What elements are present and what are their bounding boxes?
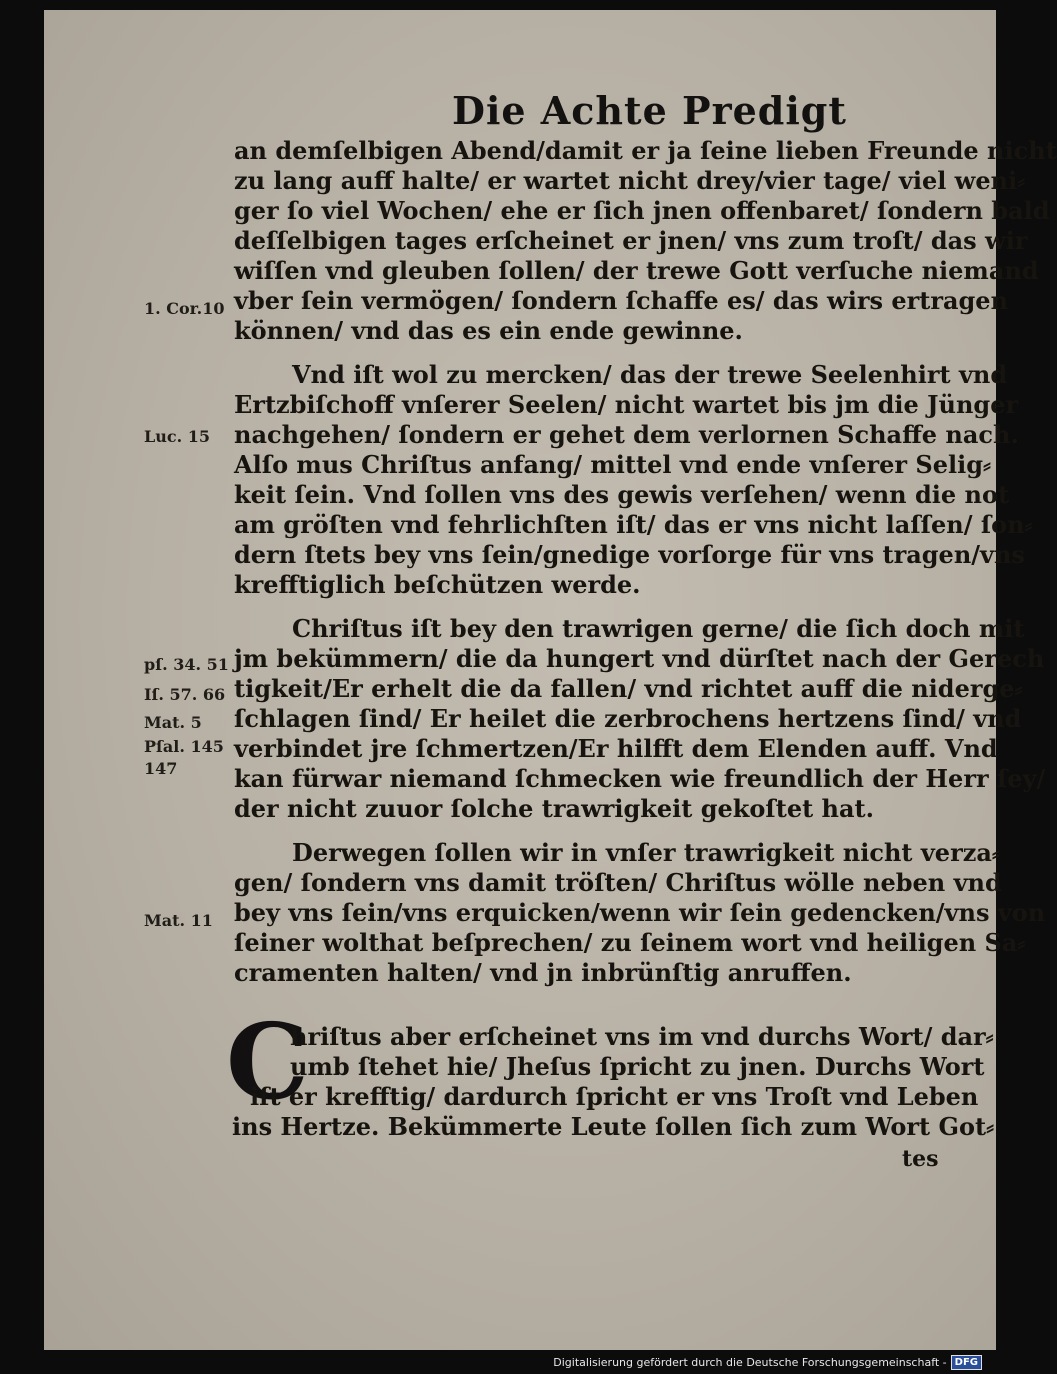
margin-note-mat5: Mat. 5 — [144, 713, 202, 732]
text-line: tigkeit/Er erhelt die da fallen/ vnd richtet auff die niderge⸗ — [234, 674, 1023, 703]
text-line: ins Hertze. Bekümmerte Leute ſollen ſich zum Wort Got⸗ — [232, 1112, 995, 1141]
text-line: jm bekümmern/ die da hungert vnd dürſtet nach der Gerech — [234, 644, 1045, 673]
margin-note-147: 147 — [144, 759, 178, 778]
text-line: krefftiglich beſchützen werde. — [234, 570, 641, 599]
paragraph-5 — [232, 1022, 995, 1142]
bleed-through-text — [404, 98, 415, 139]
text-line: bey vns ſein/vns erquicken/wenn wir ſein gedencken/vns von — [234, 898, 1046, 927]
text-line: Alſo mus Chriſtus anfang/ mittel vnd ende vnſerer Selig⸗ — [234, 450, 991, 479]
margin-note-is: Iſ. 57. 66 — [144, 685, 226, 704]
text-line: können/ vnd das es ein ende gewinne. — [234, 316, 743, 345]
text-line: verbindet jre ſchmertzen/Er hilfft dem Elenden auff. Vnd — [234, 734, 998, 763]
page-header: Die Achte Predigt — [452, 88, 847, 133]
text-line: Ertzbiſchoff vnſerer Seelen/ nicht wartet bis jm die Jünger — [234, 390, 1019, 419]
text-line: keit ſein. Vnd ſollen vns des gewis verſehen/ wenn die not — [234, 480, 1010, 509]
text-line: am gröſten vnd fehrlichſten iſt/ das er vns nicht laſſen/ ſon⸗ — [234, 510, 1033, 539]
text-line: Chriſtus iſt bey den trawrigen gerne/ die ſich doch mit — [292, 614, 1025, 643]
margin-note-luc: Luc. 15 — [144, 427, 211, 446]
text-line: nachgehen/ ſondern er gehet dem verlornen Schaffe nach. — [234, 420, 1019, 449]
paragraph-4 — [234, 838, 1046, 988]
main-text — [234, 136, 1057, 988]
text-line: ſchlagen ſind/ Er heilet die zerbrochens hertzens ſind/ vnd — [234, 704, 1022, 733]
text-line: zu lang auff halte/ er wartet nicht drey/vier tage/ viel weni⸗ — [234, 166, 1026, 195]
drop-cap-initial: C — [226, 1000, 309, 1123]
text-line: Vnd iſt wol zu mercken/ das der trewe Seelenhirt vnd — [292, 360, 1008, 389]
text-line: vber ſein vermögen/ ſondern ſchaffe es/ das wirs ertragen — [234, 286, 1009, 315]
margin-note-ps: pſ. 34. 51 — [144, 655, 229, 674]
text-line: deſſelbigen tages erſcheinet er jnen/ vns zum troſt/ das wir — [234, 226, 1028, 255]
text-line: der nicht zuuor ſolche trawrigkeit gekoſtet hat. — [234, 794, 874, 823]
paragraph-2 — [234, 360, 1033, 600]
dfg-logo-icon: DFG — [951, 1355, 982, 1370]
text-line: umb ſtehet hie/ Jheſus ſpricht zu jnen. Durchs Wort — [290, 1052, 985, 1081]
paragraph-1 — [234, 136, 1057, 346]
text-line: ſeiner wolthat beſprechen/ zu ſeinem wort vnd heiligen Sa⸗ — [234, 928, 1026, 957]
text-line: gen/ ſondern vns damit tröſten/ Chriſtus wölle neben vnd — [234, 868, 1002, 897]
text-line: Derwegen ſollen wir in vnſer trawrigkeit nicht verza⸗ — [292, 838, 1000, 867]
digitization-credit — [553, 1355, 982, 1370]
text-line: kan fürwar niemand ſchmecken wie freundlich der Herr ſey/ — [234, 764, 1046, 793]
margin-note-cor: 1. Cor.10 — [144, 299, 225, 318]
credit-text: Digitalisierung gefördert durch die Deutsche Forschungsgemeinschaft - — [553, 1356, 947, 1369]
paragraph-3 — [234, 614, 1046, 824]
text-line: an demſelbigen Abend/damit er ja ſeine lieben Freunde nicht — [234, 136, 1057, 165]
catchword: tes — [902, 1146, 939, 1172]
margin-note-mat11: Mat. 11 — [144, 911, 213, 930]
text-line: ger ſo viel Wochen/ ehe er ſich jnen offenbaret/ ſondern bald — [234, 196, 1050, 225]
margin-note-psal: Pſal. 145 — [144, 737, 224, 756]
text-line: wiſſen vnd gleuben ſollen/ der trewe Gott verſuche niemand — [234, 256, 1039, 285]
text-line: hriſtus aber erſcheinet vns im vnd durchs Wort/ dar⸗ — [290, 1022, 994, 1051]
text-line: iſt er krefftig/ dardurch ſpricht er vns Troſt vnd Leben — [250, 1082, 979, 1111]
text-line: cramenten halten/ vnd jn inbrünſtig anruffen. — [234, 958, 852, 987]
text-line: dern ſtets bey vns ſein/gnedige vorſorge für vns tragen/vns — [234, 540, 1025, 569]
